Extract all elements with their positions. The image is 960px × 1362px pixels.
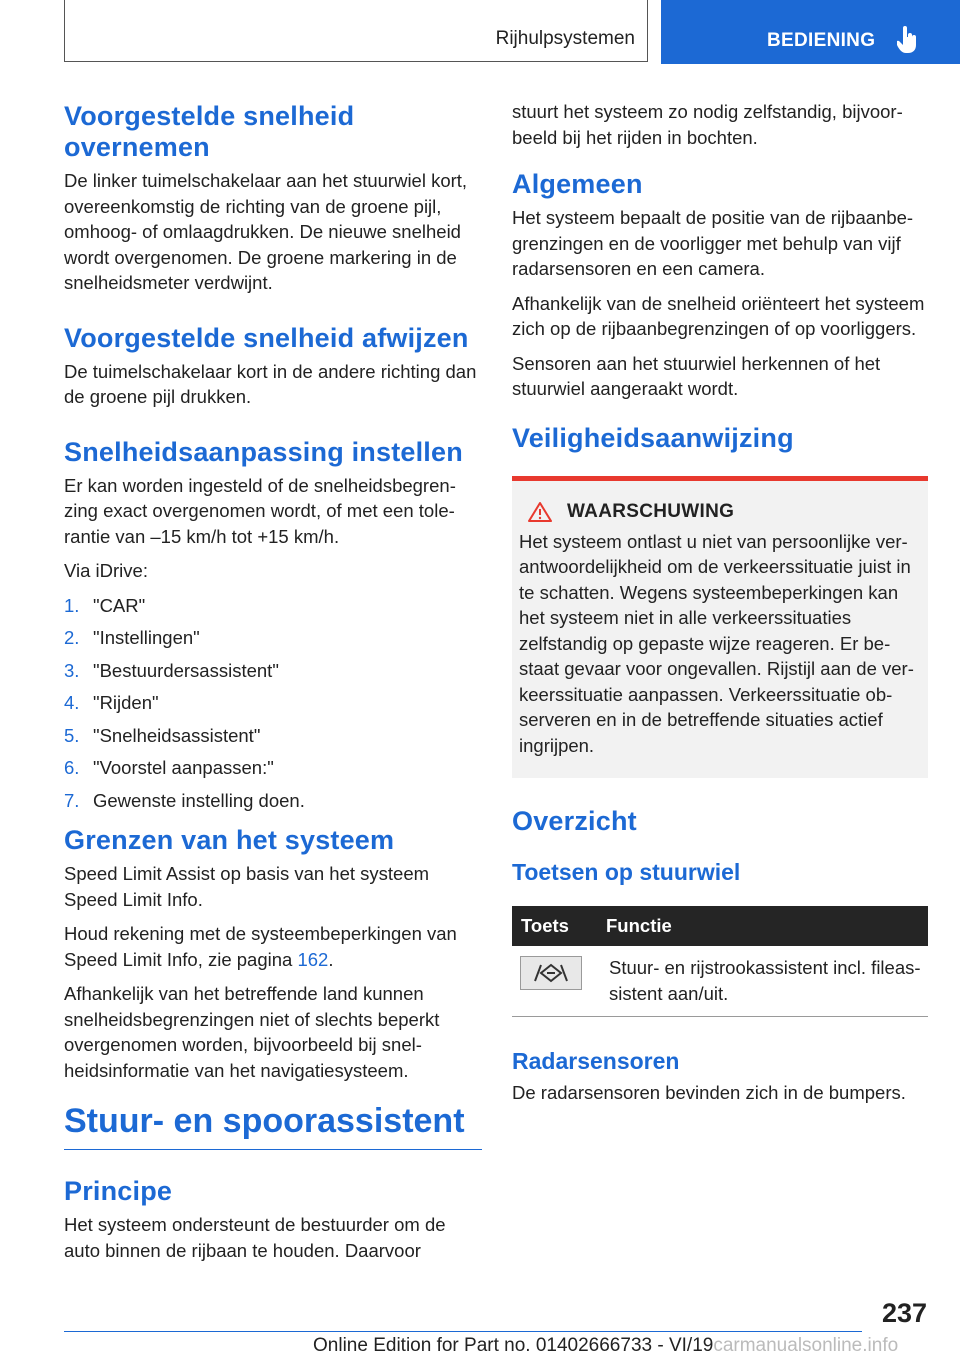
text: Houd rekening met de systeembeperkingen van Speed Limit Info, zie pagina — [64, 923, 457, 970]
heading-safety: Veiligheidsaanwijzing — [512, 422, 794, 453]
paragraph: Er kan worden ingesteld of de snelheidsbegrenzing exact overgenomen wordt, of met een tolerantie van –15 km/h tot +15 km/h. — [64, 474, 456, 547]
list-item — [64, 755, 482, 781]
chapter-title: Rijhulpsystemen — [495, 28, 635, 49]
paragraph: Afhankelijk van het betreffende land kunnen snelheidsbegrenzingen niet of slechts beperkt overgenomen worden, bijvoorbeeld bij snelheidsinformatie van het navigatiesysteem. — [64, 983, 440, 1081]
heading-reject-speed: Voorgestelde snelheid afwijzen — [64, 322, 469, 353]
warning-label: WAARSCHUWING — [567, 500, 735, 522]
chapter-heading: Stuur- en spoorassistent — [64, 1101, 482, 1150]
left-column — [64, 101, 482, 1272]
table-row — [512, 946, 928, 1017]
footer — [313, 1335, 898, 1357]
step-text: "Snelheidsassistent" — [93, 724, 261, 746]
heading-general: Algemeen — [512, 169, 643, 199]
page-number: 237 — [881, 1298, 927, 1328]
heading-steering-wheel-buttons: Toetsen op stuurwiel — [512, 859, 741, 885]
paragraph: Afhankelijk van de snelheid oriënteert het systeem zich op de rijbaanbegrenzingen of op voorliggers. — [512, 292, 925, 339]
edition-text: Online Edition for Part no. 01402666733 - VI/19 — [313, 1335, 714, 1356]
paragraph: stuurt het systeem zo nodig zelfstandig, bijvoorbeeld bij het rijden in bochten. — [512, 101, 903, 148]
watermark: carmanualsonline.info — [713, 1335, 899, 1356]
paragraph: De linker tuimelschakelaar aan het stuurwiel kort, overeenkomstig de richting van de groene pijl, omhoog- of omlaagdrukken. De nieuwe snelheid wordt overgenomen. De groene markering in de snelheidsmeter verdwijnt. — [64, 170, 468, 293]
step-number: 1. — [64, 594, 80, 616]
list-item — [64, 788, 482, 814]
heading-radar-sensors: Radarsensoren — [512, 1048, 680, 1074]
step-number: 2. — [64, 627, 80, 648]
paragraph — [64, 921, 482, 972]
heading-overview: Overzicht — [512, 806, 637, 836]
heading-accept-speed: Voorgestelde snelheid overnemen — [64, 101, 355, 162]
heading-system-limits: Grenzen van het systeem — [64, 825, 395, 855]
buttons-table — [512, 906, 928, 1017]
list-item — [64, 625, 482, 651]
idrive-steps-list — [64, 593, 482, 814]
list-item — [64, 690, 482, 716]
step-text: "Instellingen" — [93, 627, 200, 648]
pointing-hand-icon — [897, 26, 919, 54]
heading-speed-adjustment: Snelheidsaanpassing instellen — [64, 436, 463, 467]
paragraph: Via iDrive: — [64, 560, 148, 581]
list-item — [64, 658, 482, 684]
step-number: 5. — [64, 724, 80, 746]
paragraph: De radarsensoren bevinden zich in de bumpers. — [512, 1082, 906, 1103]
step-text: "Bestuurdersassistent" — [93, 659, 279, 681]
list-item — [64, 723, 482, 749]
list-item — [64, 593, 482, 619]
heading-principle: Principe — [64, 1176, 173, 1206]
warning-box — [512, 476, 928, 779]
paragraph: Het systeem ondersteunt de bestuurder om de auto binnen de rijbaan te houden. Daarvoor — [64, 1214, 446, 1261]
paragraph: Het systeem bepaalt de positie van de rijbaanbegrenzingen en de voorligger met behulp van vijf radarsensoren en een camera. — [512, 207, 914, 279]
step-text: "CAR" — [93, 594, 146, 616]
paragraph: Speed Limit Assist op basis van het systeem Speed Limit Info. — [64, 863, 430, 910]
step-text: Gewenste instelling doen. — [93, 789, 305, 811]
right-column — [512, 99, 928, 1115]
paragraph: Sensoren aan het stuurwiel herkennen of het stuurwiel aangeraakt wordt. — [512, 352, 881, 399]
section-title: BEDIENING — [767, 30, 876, 51]
column-header-function: Functie — [597, 906, 928, 946]
section-tab — [661, 0, 960, 64]
step-text: "Voorstel aanpassen:" — [93, 757, 274, 778]
warning-triangle-icon — [527, 501, 553, 523]
chapter-tab — [64, 0, 648, 62]
function-cell: Stuur- en rijstrookassistent incl. fileassistent aan/uit. — [597, 946, 928, 1017]
step-number: 4. — [64, 692, 80, 713]
text: . — [328, 948, 334, 970]
step-text: "Rijden" — [93, 692, 159, 713]
lane-assist-button-icon — [520, 956, 582, 990]
step-number: 3. — [64, 659, 80, 681]
paragraph: De tuimelschakelaar kort in de andere richting dan de groene pijl drukken. — [64, 360, 477, 407]
column-header-key: Toets — [512, 906, 597, 946]
step-number: 6. — [64, 757, 80, 778]
step-number: 7. — [64, 789, 80, 811]
warning-text: Het systeem ontlast u niet van persoonlijke verantwoordelijkheid om de verkeerssituatie juist in te schatten. Wegens systeembeperkingen kan het systeem niet in alle verkeerssituaties zelfstandig op gepaste wijze reageren. Er bestaat gevaar voor ongevallen. Rijstijl aan de verkeerssituatie aanpassen. Verkeerssituatie observeren en in de betreffende situaties actief ingrijpen. — [519, 530, 914, 756]
footer-divider — [64, 1331, 862, 1332]
page-reference-link[interactable]: 162 — [297, 948, 329, 970]
